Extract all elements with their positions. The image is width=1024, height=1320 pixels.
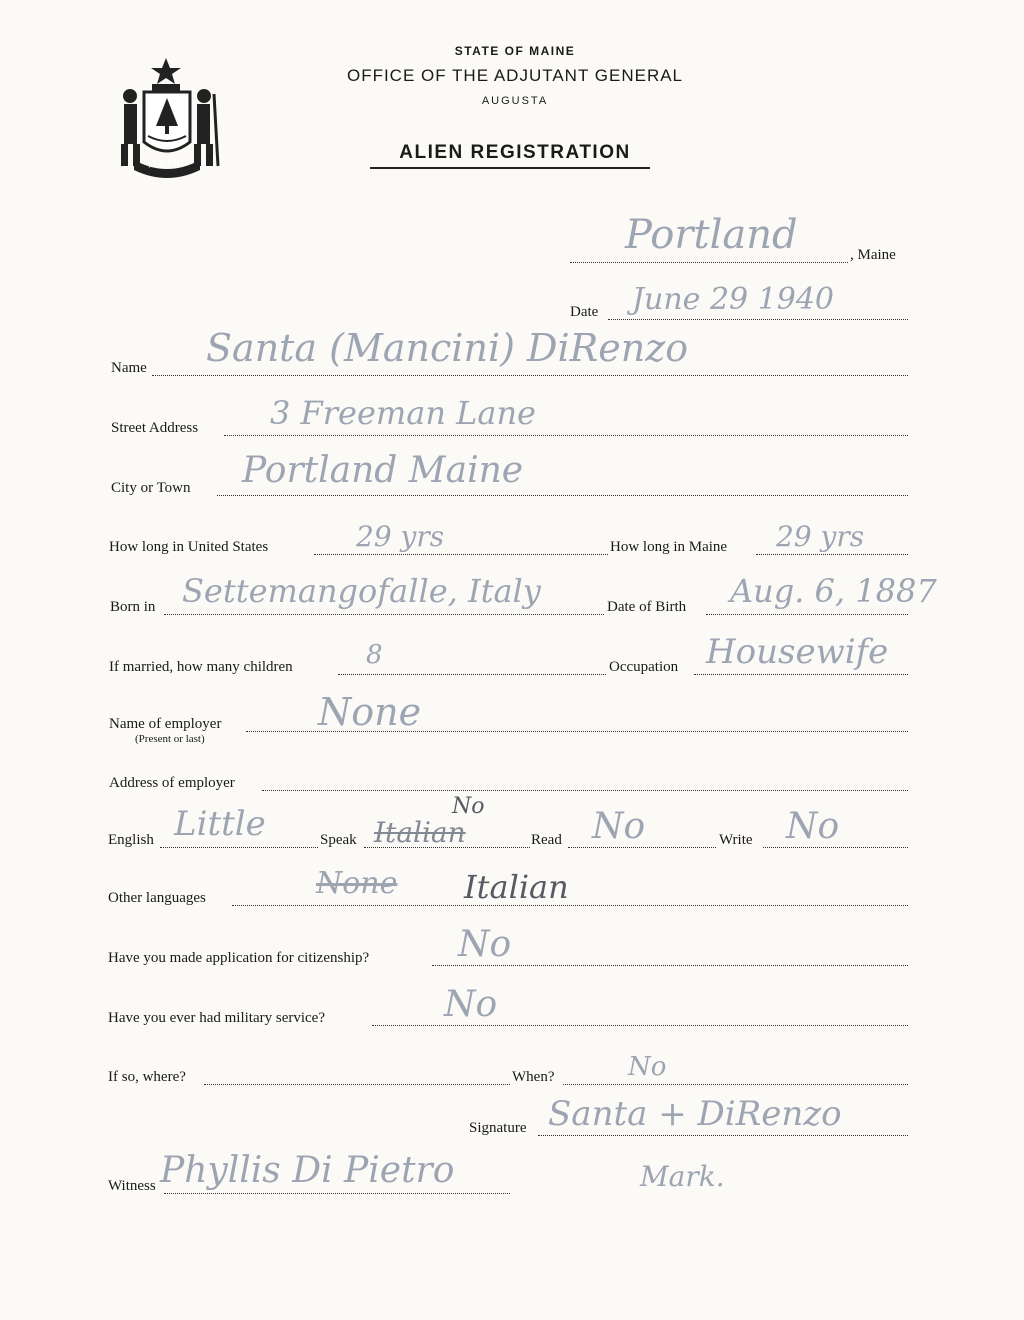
witness-line [164, 1193, 510, 1194]
dob-label: Date of Birth [607, 599, 687, 615]
mark-note: Mark. [640, 1160, 725, 1193]
english-value: Little [174, 804, 266, 844]
how-long-us-line [314, 554, 608, 555]
citizenship-value: No [458, 924, 512, 965]
how-long-maine-line [756, 554, 908, 555]
signature-label: Signature [469, 1120, 527, 1136]
children-label: If married, how many children [109, 659, 293, 675]
title-underline [370, 167, 650, 169]
how-long-us-value: 29 yrs [356, 520, 445, 553]
occupation-value: Housewife [706, 632, 889, 672]
where-label: If so, where? [108, 1069, 186, 1085]
name-label: Name [111, 360, 147, 376]
dob-value: Aug. 6, 1887 [730, 572, 937, 610]
name-line [152, 375, 908, 376]
citizenship-label: Have you made application for citizenship? [108, 950, 370, 966]
signature-line [538, 1135, 908, 1136]
write-line [763, 847, 908, 848]
when-label: When? [512, 1069, 555, 1085]
street-value: 3 Freeman Lane [270, 394, 536, 432]
write-label: Write [719, 832, 753, 848]
how-long-maine-label: How long in Maine [610, 539, 728, 555]
where-line [204, 1084, 510, 1085]
witness-label: Witness [108, 1178, 156, 1194]
speak-label: Speak [320, 832, 357, 848]
employer-address-label: Address of employer [109, 775, 235, 791]
read-line [568, 847, 716, 848]
english-line [160, 847, 318, 848]
street-label: Street Address [111, 420, 199, 436]
city-line [217, 495, 908, 496]
header-office: OFFICE OF THE ADJUTANT GENERAL [346, 66, 684, 85]
date-value: June 29 1940 [632, 282, 835, 317]
employer-note: (Present or last) [135, 733, 205, 745]
signature-value: Santa + DiRenzo [548, 1094, 842, 1134]
header-state: STATE OF MAINE [454, 44, 576, 58]
when-line [563, 1084, 908, 1085]
write-value: No [786, 806, 840, 847]
place-line [570, 262, 848, 263]
occupation-line [694, 674, 908, 675]
children-value: 8 [366, 640, 383, 670]
english-label: English [108, 832, 154, 848]
other-languages-struck-value: None [316, 866, 398, 901]
dob-line [706, 614, 908, 615]
date-line [608, 319, 908, 320]
name-value: Santa (Mancini) DiRenzo [206, 326, 689, 370]
occupation-label: Occupation [609, 659, 679, 675]
when-value: No [628, 1052, 667, 1082]
military-line [372, 1025, 908, 1026]
other-languages-line [232, 905, 908, 906]
read-label: Read [531, 832, 562, 848]
header-city: AUGUSTA [481, 95, 549, 107]
military-value: No [444, 984, 498, 1025]
how-long-us-label: How long in United States [109, 539, 269, 555]
city-label: City or Town [111, 480, 191, 496]
date-label: Date [570, 304, 599, 320]
witness-value: Phyllis Di Pietro [160, 1150, 455, 1191]
employer-address-line [262, 790, 908, 791]
speak-correction: No [452, 794, 485, 819]
born-in-label: Born in [110, 599, 156, 615]
citizenship-line [432, 965, 908, 966]
city-value: Portland Maine [242, 450, 524, 491]
children-line [338, 674, 606, 675]
born-in-line [164, 614, 604, 615]
maine-label: , Maine [850, 247, 896, 263]
place-value: Portland [625, 212, 798, 258]
employer-label: Name of employer [109, 716, 222, 732]
other-languages-label: Other languages [108, 890, 206, 906]
how-long-maine-value: 29 yrs [776, 520, 865, 553]
military-label: Have you ever had military service? [108, 1010, 325, 1026]
other-languages-value: Italian [464, 868, 569, 906]
seal-motto: MAINE [147, 156, 191, 171]
employer-value: None [318, 690, 422, 734]
born-in-value: Settemangofalle, Italy [182, 572, 541, 610]
street-line [224, 435, 908, 436]
form-title: ALIEN REGISTRATION [399, 142, 631, 163]
speak-struck-value: Italian [374, 816, 466, 849]
read-value: No [592, 806, 646, 847]
